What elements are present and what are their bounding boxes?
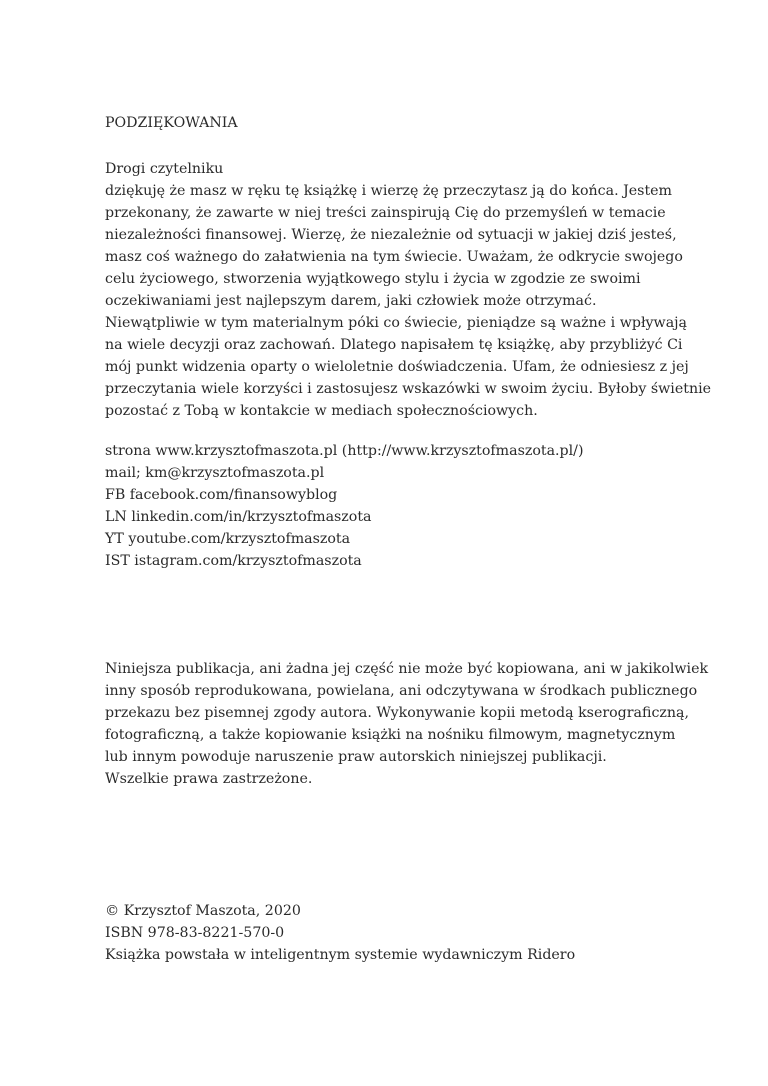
- contact-list: [105, 440, 705, 572]
- isbn-line: ISBN 978-83-8221-570-0: [105, 925, 285, 941]
- contact-linkedin: LN linkedin.com/in/krzysztofmaszota: [105, 509, 372, 525]
- contact-youtube: YT youtube.com/krzysztofmaszota: [105, 531, 351, 547]
- rights-line: Niniejsza publikacja, ani żadna jej część nie może być kopiowana, ani w jakikolwiek: [105, 661, 709, 677]
- rights-line: Wszelkie prawa zastrzeżone.: [105, 771, 313, 787]
- letter-line: Niewątpliwie w tym materialnym póki co świecie, pieniądze są ważne i wpływają: [105, 315, 688, 331]
- rights-line: przekazu bez pisemnej zgody autora. Wykonywanie kopii metodą kserograficzną,: [105, 705, 689, 721]
- letter-line: przekonany, że zawarte w niej treści zainspirują Cię do przemyśleń w temacie: [105, 205, 666, 221]
- letter-line: dziękuję że masz w ręku tę książkę i wierzę żę przeczytasz ją do końca. Jestem: [105, 183, 673, 199]
- contact-mail: mail; km@krzysztofmaszota.pl: [105, 465, 325, 481]
- rights-line: inny sposób reprodukowana, powielana, ani odczytywana w środkach publicznego: [105, 683, 698, 699]
- letter-line: na wiele decyzji oraz zachowań. Dlatego napisałem tę książkę, aby przybliżyć Ci: [105, 337, 683, 353]
- contact-instagram: IST istagram.com/krzysztofmaszota: [105, 553, 362, 569]
- copyright-block: [105, 900, 705, 966]
- letter-line: przeczytania wiele korzyści i zastosujesz wskazówki w swoim życiu. Byłoby świetnie: [105, 381, 712, 397]
- rights-line: fotograficzną, a także kopiowanie książki na nośniku filmowym, magnetycznym: [105, 727, 676, 743]
- letter-line: oczekiwaniami jest najlepszym darem, jaki człowiek może otrzymać.: [105, 293, 597, 309]
- heading-text: PODZIĘKOWANIA: [105, 115, 238, 131]
- letter-line: celu życiowego, stworzenia wyjątkowego stylu i życia w zgodzie ze swoimi: [105, 271, 641, 287]
- contact-website: strona www.krzysztofmaszota.pl (http://www.krzysztofmaszota.pl/): [105, 443, 584, 459]
- publisher-line: Książka powstała w inteligentnym systemie wydawniczym Ridero: [105, 947, 576, 963]
- contact-facebook: FB facebook.com/finansowyblog: [105, 487, 338, 503]
- rights-line: lub innym powoduje naruszenie praw autorskich niniejszej publikacji.: [105, 749, 607, 765]
- letter-line: masz coś ważnego do załatwienia na tym świecie. Uważam, że odkrycie swojego: [105, 249, 683, 265]
- letter-line: mój punkt widzenia oparty o wieloletnie doświadczenia. Ufam, że odniesiesz z jej: [105, 359, 689, 375]
- rights-notice: [105, 658, 709, 790]
- letter-line: Drogi czytelniku: [105, 161, 224, 177]
- copyright-line: © Krzysztof Maszota, 2020: [105, 903, 301, 919]
- section-heading: [105, 112, 705, 134]
- letter-line: niezależności finansowej. Wierzę, że niezależnie od sytuacji w jakiej dziś jesteś,: [105, 227, 677, 243]
- acknowledgements-letter: [105, 158, 712, 422]
- letter-line: pozostać z Tobą w kontakcie w mediach społecznościowych.: [105, 403, 538, 419]
